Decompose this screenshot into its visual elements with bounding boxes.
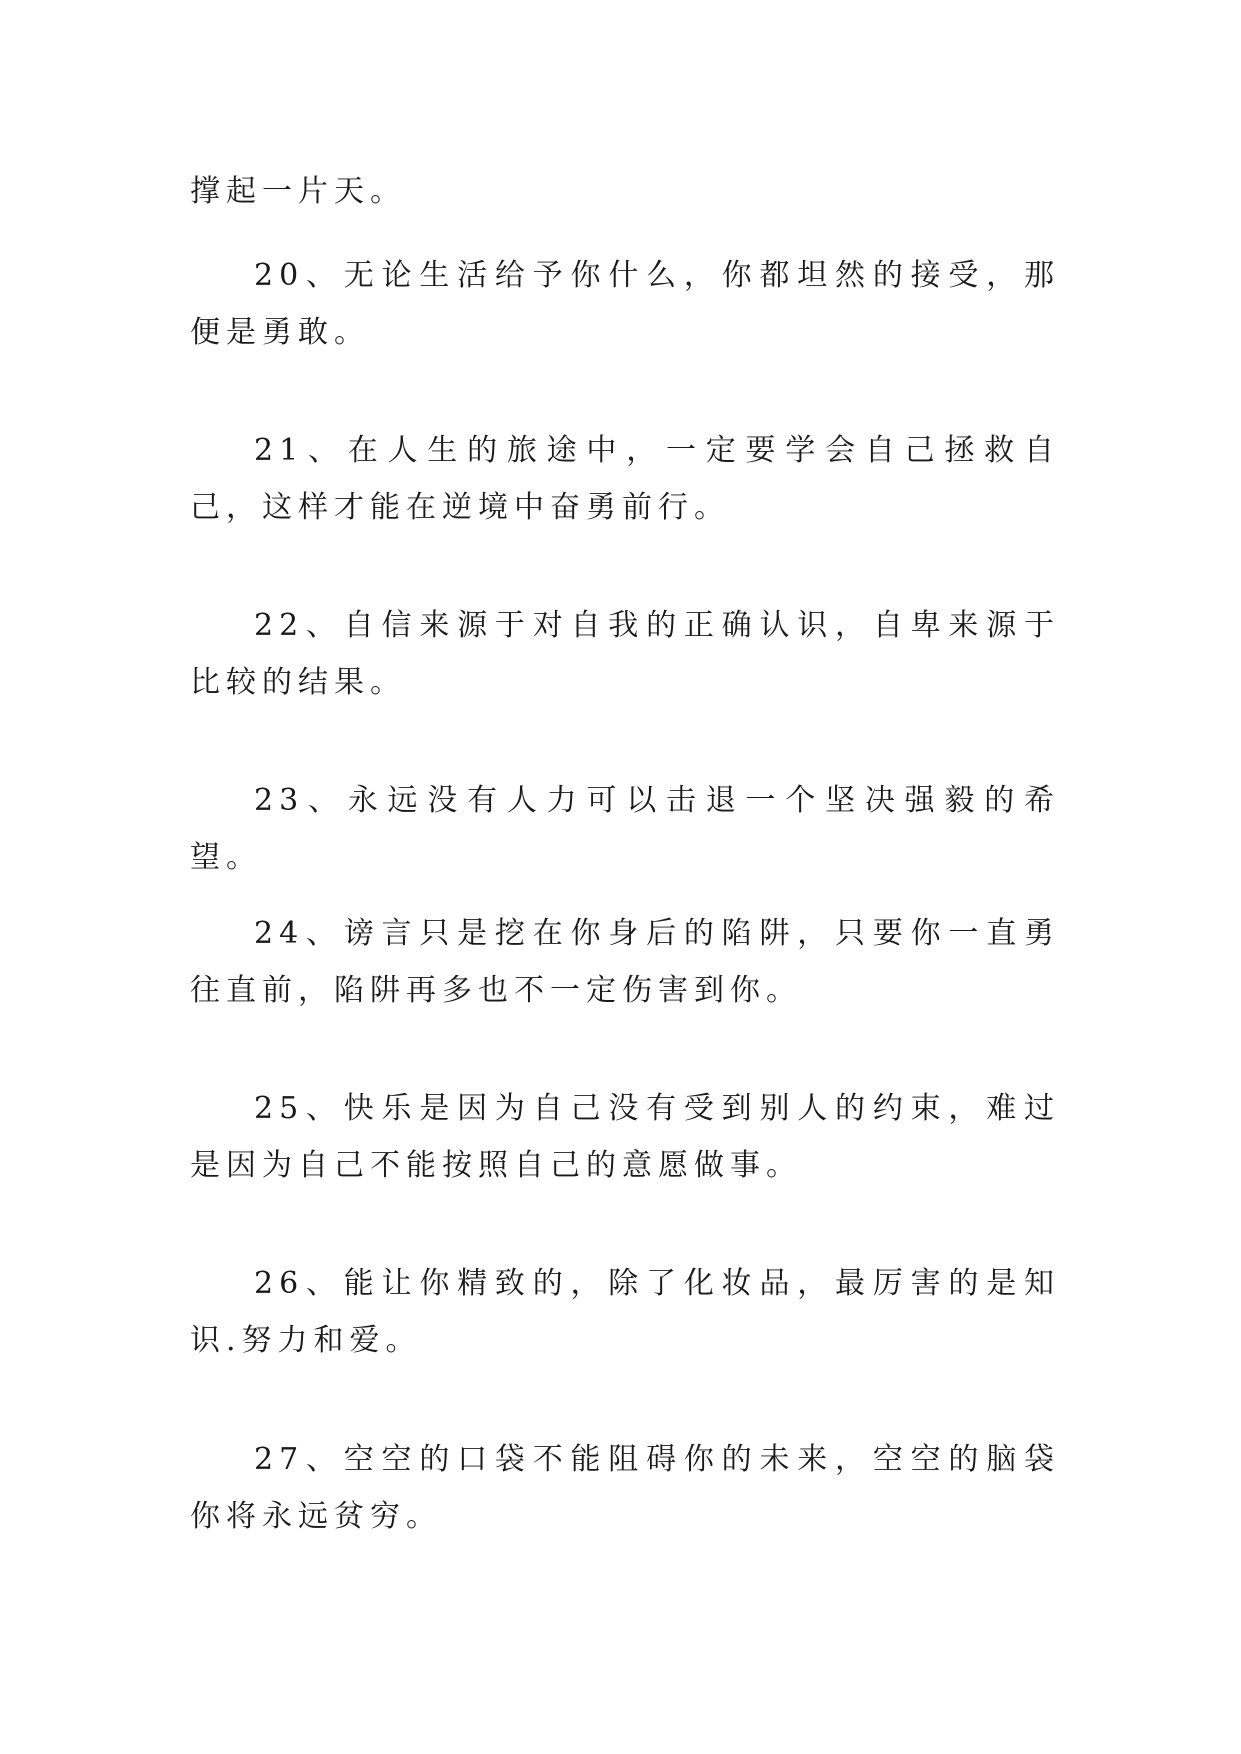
paragraph-26 <box>190 1255 1060 1369</box>
paragraph-20 <box>190 247 1060 361</box>
paragraph-24 <box>190 905 1060 1019</box>
paragraph-27 <box>190 1431 1060 1545</box>
paragraph-text: 24、谤言只是挖在你身后的陷阱，只要你一直勇往直前，陷阱再多也不一定伤害到你。 <box>190 916 1060 1008</box>
continuation-paragraph <box>190 163 1060 220</box>
paragraph-text: 23、永远没有人力可以击退一个坚决强毅的希望。 <box>190 783 1060 875</box>
paragraph-text: 27、空空的口袋不能阻碍你的未来，空空的脑袋你将永远贫穷。 <box>190 1442 1060 1534</box>
paragraph-text: 20、无论生活给予你什么，你都坦然的接受，那便是勇敢。 <box>190 258 1060 350</box>
paragraph-text: 撑起一片天。 <box>190 174 406 209</box>
paragraph-23 <box>190 772 1060 886</box>
paragraph-text: 25、快乐是因为自己没有受到别人的约束，难过是因为自己不能按照自己的意愿做事。 <box>190 1091 1060 1183</box>
paragraph-25 <box>190 1080 1060 1194</box>
paragraph-text: 22、自信来源于对自我的正确认识，自卑来源于比较的结果。 <box>190 608 1060 700</box>
paragraph-text: 26、能让你精致的，除了化妆品，最厉害的是知识.努力和爱。 <box>190 1266 1060 1358</box>
paragraph-text: 21、在人生的旅途中，一定要学会自己拯救自己，这样才能在逆境中奋勇前行。 <box>190 433 1060 525</box>
paragraph-21 <box>190 422 1060 536</box>
paragraph-22 <box>190 597 1060 711</box>
